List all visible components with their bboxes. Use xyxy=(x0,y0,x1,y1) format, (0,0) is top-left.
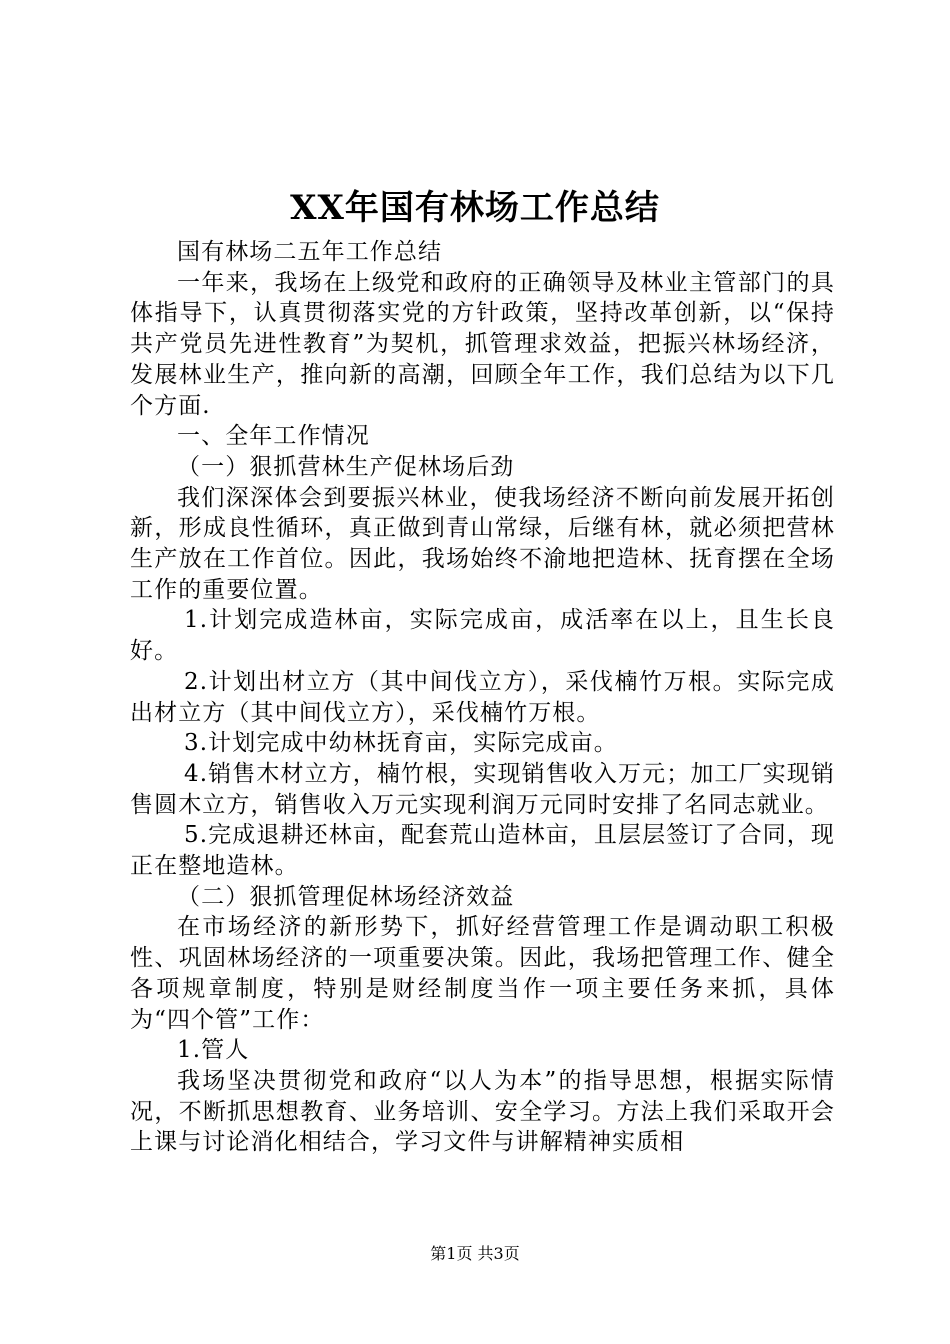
subsection-heading-1: （一）狠抓营林生产促林场后劲 xyxy=(177,453,515,480)
list-item-4: 4.销售木材立方，楠竹根，实现销售收入万元；加工厂实现销售圆木立方，销售收入万元实现利润万元同时安排了名同志就业。 xyxy=(130,760,835,818)
document-body xyxy=(130,237,835,1158)
list-item-2: 2.计划出材立方（其中间伐立方），采伐楠竹万根。实际完成出材立方（其中间伐立方），采伐楠竹万根。 xyxy=(130,668,835,726)
paragraph-management: 在市场经济的新形势下，抓好经营管理工作是调动职工积极性、巩固林场经济的一项重要决策。因此，我场把管理工作、健全各项规章制度，特别是财经制度当作一项主要任务来抓，具体为“四个管”工作： xyxy=(130,914,835,1033)
subsection-heading-2: （二）狠抓管理促林场经济效益 xyxy=(177,883,515,910)
list-item-1: 1.计划完成造林亩，实际完成亩，成活率在以上，且生长良好。 xyxy=(130,607,835,665)
paragraph-subtitle: 国有林场二五年工作总结 xyxy=(177,239,443,265)
page-number: 第1页 共3页 xyxy=(430,1244,520,1263)
paragraph-forestry: 我们深深体会到要振兴林业，使我场经济不断向前发展开拓创新，形成良性循环，真正做到青山常绿，后继有林，就必须把营林生产放在工作首位。因此，我场始终不渝地把造林、抚育摆在全场工作的重要位置。 xyxy=(130,484,835,603)
list-item-5: 5.完成退耕还林亩，配套荒山造林亩，且层层签订了合同，现正在整地造林。 xyxy=(130,822,835,880)
section-heading-1: 一、全年工作情况 xyxy=(177,423,370,450)
paragraph-people: 我场坚决贯彻党和政府“以人为本”的指导思想，根据实际情况，不断抓思想教育、业务培训、安全学习。方法上我们采取开会上课与讨论消化相结合，学习文件与讲解精神实质相 xyxy=(130,1067,835,1156)
list-item-3: 3.计划完成中幼林抚育亩，实际完成亩。 xyxy=(184,730,618,757)
paragraph-intro: 一年来，我场在上级党和政府的正确领导及林业主管部门的具体指导下，认真贯彻落实党的方针政策，坚持改革创新，以“保持共产党员先进性教育”为契机，抓管理求效益，把振兴林场经济，发展林业生产，推向新的高潮，回顾全年工作，我们总结为以下几个方面. xyxy=(130,269,835,419)
list-item-manage-people: 1.管人 xyxy=(177,1037,250,1064)
document-title: XX年国有林场工作总结 xyxy=(290,188,660,228)
